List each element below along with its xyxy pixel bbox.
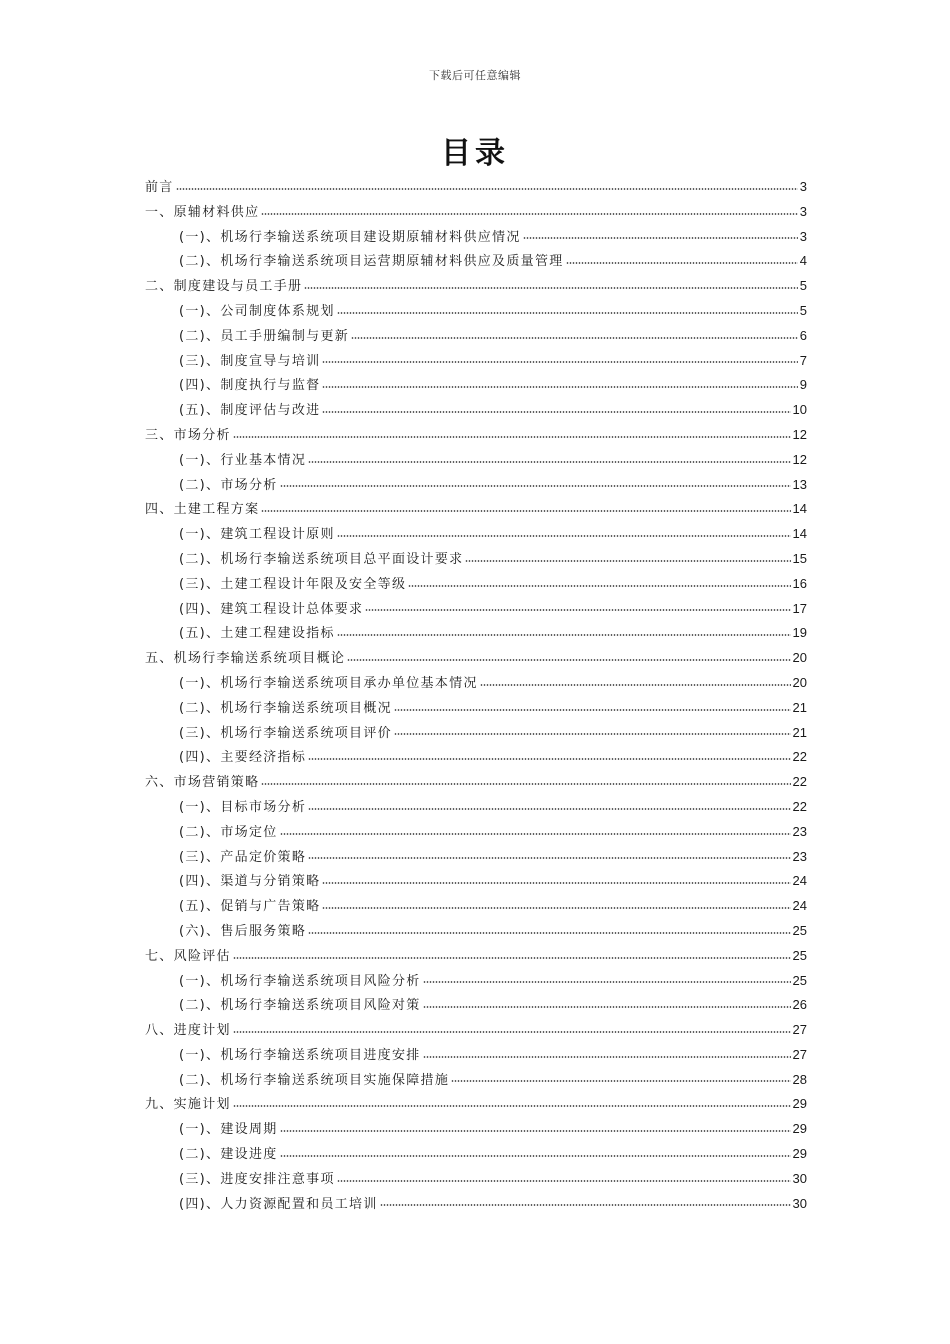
toc-entry[interactable]: [145, 919, 807, 944]
toc-entry-text: 四、土建工程方案: [145, 502, 260, 518]
toc-entry[interactable]: [145, 274, 807, 299]
toc-entry[interactable]: [145, 721, 807, 746]
toc-entry-text: (一)、公司制度体系规划: [179, 303, 335, 319]
toc-entry-text: (一)、机场行李输送系统项目建设期原辅材料供应情况: [179, 229, 521, 245]
toc-entry-page: 12: [792, 451, 807, 467]
toc-dot-leader: [308, 857, 790, 859]
toc-entry-text: (四)、建筑工程设计总体要求: [179, 601, 364, 617]
toc-entry-text: 一、原辅材料供应: [145, 204, 260, 220]
toc-dot-leader: [176, 188, 798, 190]
toc-entry-page: 29: [792, 1121, 807, 1137]
toc-entry-text: (三)、土建工程设计年限及安全等级: [179, 576, 407, 592]
toc-entry-page: 16: [792, 575, 807, 591]
toc-entry[interactable]: [145, 522, 807, 547]
toc-entry-text: 七、风险评估: [145, 948, 231, 964]
toc-entry-page: 10: [792, 402, 807, 418]
toc-dot-leader: [280, 833, 791, 835]
toc-entry[interactable]: [145, 944, 807, 969]
toc-entry-page: 24: [792, 873, 807, 889]
toc-entry-text: (一)、建设周期: [179, 1122, 278, 1138]
toc-entry-text: (二)、机场行李输送系统项目总平面设计要求: [179, 551, 464, 567]
toc-entry[interactable]: [145, 249, 807, 274]
toc-dot-leader: [365, 609, 790, 611]
toc-entry-page: 3: [799, 203, 807, 219]
toc-dot-leader: [465, 560, 790, 562]
toc-entry-text: (二)、机场行李输送系统项目实施保障措施: [179, 1072, 450, 1088]
toc-dot-leader: [233, 436, 791, 438]
toc-dot-leader: [394, 733, 791, 735]
toc-entry-text: (一)、目标市场分析: [179, 799, 307, 815]
toc-entry-text: (四)、人力资源配置和员工培训: [179, 1196, 378, 1212]
toc-entry-page: 27: [792, 1046, 807, 1062]
toc-entry-page: 29: [792, 1146, 807, 1162]
toc-entry[interactable]: [145, 175, 807, 200]
toc-entry-page: 25: [792, 972, 807, 988]
toc-entry[interactable]: [145, 349, 807, 374]
toc-dot-leader: [261, 510, 790, 512]
toc-entry-text: (二)、机场行李输送系统项目概况: [179, 700, 392, 716]
toc-dot-leader: [322, 361, 797, 363]
toc-dot-leader: [308, 932, 790, 934]
toc-entry-text: (一)、建筑工程设计原则: [179, 527, 335, 543]
toc-entry[interactable]: [145, 324, 807, 349]
toc-entry[interactable]: [145, 696, 807, 721]
toc-entry[interactable]: [145, 1117, 807, 1142]
toc-entry-text: (三)、进度安排注意事项: [179, 1171, 335, 1187]
toc-entry[interactable]: [145, 572, 807, 597]
toc-entry-text: (二)、员工手册编制与更新: [179, 328, 350, 344]
toc-entry-text: (四)、主要经济指标: [179, 750, 307, 766]
toc-entry[interactable]: [145, 646, 807, 671]
toc-list: [145, 175, 807, 1216]
toc-entry[interactable]: [145, 894, 807, 919]
toc-entry[interactable]: [145, 869, 807, 894]
toc-dot-leader: [394, 709, 791, 711]
toc-dot-leader: [337, 312, 798, 314]
toc-entry-text: (一)、机场行李输送系统项目承办单位基本情况: [179, 675, 478, 691]
toc-entry-text: (五)、土建工程建设指标: [179, 626, 335, 642]
toc-entry-page: 25: [792, 947, 807, 963]
toc-dot-leader: [308, 808, 790, 810]
toc-entry[interactable]: [145, 993, 807, 1018]
toc-dot-leader: [233, 957, 791, 959]
toc-entry[interactable]: [145, 1043, 807, 1068]
toc-dot-leader: [337, 634, 791, 636]
toc-dot-leader: [280, 1130, 791, 1132]
toc-dot-leader: [337, 535, 791, 537]
toc-entry[interactable]: [145, 497, 807, 522]
toc-entry[interactable]: [145, 1142, 807, 1167]
toc-entry-page: 23: [792, 848, 807, 864]
toc-entry[interactable]: [145, 621, 807, 646]
toc-dot-leader: [322, 882, 790, 884]
toc-entry-page: 21: [792, 699, 807, 715]
toc-entry[interactable]: [145, 1068, 807, 1093]
toc-entry[interactable]: [145, 1192, 807, 1217]
toc-entry-text: (三)、机场行李输送系统项目评价: [179, 725, 392, 741]
toc-entry[interactable]: [145, 745, 807, 770]
toc-entry-page: 4: [799, 253, 807, 269]
toc-dot-leader: [322, 411, 790, 413]
toc-entry-page: 29: [792, 1096, 807, 1112]
toc-dot-leader: [566, 262, 798, 264]
toc-dot-leader: [304, 287, 797, 289]
toc-dot-leader: [280, 1155, 791, 1157]
toc-dot-leader: [480, 684, 791, 686]
toc-dot-leader: [408, 585, 790, 587]
toc-entry-page: 15: [792, 550, 807, 566]
toc-entry[interactable]: [145, 1167, 807, 1192]
toc-entry-page: 22: [792, 798, 807, 814]
toc-entry-page: 5: [799, 278, 807, 294]
toc-entry-page: 3: [799, 228, 807, 244]
toc-entry-text: 三、市场分析: [145, 427, 231, 443]
toc-dot-leader: [261, 783, 790, 785]
toc-dot-leader: [380, 1204, 791, 1206]
toc-entry-page: 6: [799, 327, 807, 343]
toc-dot-leader: [322, 386, 797, 388]
toc-entry[interactable]: [145, 398, 807, 423]
toc-entry-page: 14: [792, 501, 807, 517]
toc-entry[interactable]: [145, 299, 807, 324]
toc-entry-text: (五)、促销与广告策略: [179, 899, 321, 915]
toc-entry-page: 13: [792, 476, 807, 492]
toc-dot-leader: [347, 659, 790, 661]
toc-dot-leader: [423, 981, 791, 983]
header-note: 下载后可任意编辑: [429, 69, 521, 82]
toc-entry-page: 12: [792, 426, 807, 442]
toc-dot-leader: [261, 213, 797, 215]
toc-entry-page: 7: [799, 352, 807, 368]
toc-entry[interactable]: [145, 671, 807, 696]
toc-entry-page: 26: [792, 997, 807, 1013]
toc-entry-text: 二、制度建设与员工手册: [145, 279, 303, 295]
toc-dot-leader: [308, 758, 790, 760]
toc-entry[interactable]: [145, 448, 807, 473]
toc-entry-page: 27: [792, 1022, 807, 1038]
toc-entry-page: 17: [792, 600, 807, 616]
toc-entry-page: 30: [792, 1170, 807, 1186]
toc-entry-page: 23: [792, 823, 807, 839]
toc-entry-text: (四)、制度执行与监督: [179, 378, 321, 394]
toc-dot-leader: [308, 461, 790, 463]
toc-entry-page: 22: [792, 774, 807, 790]
toc-entry-text: 前言: [145, 180, 174, 195]
toc-entry[interactable]: [145, 473, 807, 498]
toc-dot-leader: [451, 1080, 790, 1082]
toc-dot-leader: [322, 907, 790, 909]
toc-entry-text: (一)、机场行李输送系统项目风险分析: [179, 973, 421, 989]
toc-entry-text: (三)、产品定价策略: [179, 849, 307, 865]
toc-entry-page: 14: [792, 526, 807, 542]
toc-entry-text: 八、进度计划: [145, 1023, 231, 1039]
toc-entry-text: (二)、市场分析: [179, 477, 278, 493]
toc-entry-page: 30: [792, 1195, 807, 1211]
toc-entry[interactable]: [145, 1018, 807, 1043]
toc-entry[interactable]: [145, 1092, 807, 1117]
toc-entry-text: (四)、渠道与分销策略: [179, 874, 321, 890]
toc-dot-leader: [423, 1006, 791, 1008]
toc-dot-leader: [351, 337, 798, 339]
toc-entry-page: 28: [792, 1071, 807, 1087]
toc-entry-page: 24: [792, 898, 807, 914]
toc-entry[interactable]: [145, 225, 807, 250]
toc-entry[interactable]: [145, 969, 807, 994]
toc-entry-page: 19: [792, 625, 807, 641]
toc-dot-leader: [280, 485, 791, 487]
toc-entry-page: 22: [792, 749, 807, 765]
toc-entry[interactable]: [145, 597, 807, 622]
toc-entry-text: (二)、建设进度: [179, 1147, 278, 1163]
toc-dot-leader: [337, 1180, 791, 1182]
toc-entry-page: 21: [792, 724, 807, 740]
toc-entry[interactable]: [145, 795, 807, 820]
toc-entry-page: 5: [799, 302, 807, 318]
toc-entry[interactable]: [145, 373, 807, 398]
toc-entry[interactable]: [145, 547, 807, 572]
toc-entry-text: (五)、制度评估与改进: [179, 403, 321, 419]
toc-entry-text: (二)、市场定位: [179, 824, 278, 840]
toc-entry-text: (二)、机场行李输送系统项目运营期原辅材料供应及质量管理: [179, 254, 564, 270]
toc-entry-page: 20: [792, 650, 807, 666]
toc-dot-leader: [233, 1105, 791, 1107]
toc-entry-page: 9: [799, 377, 807, 393]
toc-entry-text: 九、实施计划: [145, 1097, 231, 1113]
toc-dot-leader: [233, 1031, 791, 1033]
toc-entry-text: (二)、机场行李输送系统项目风险对策: [179, 998, 421, 1014]
toc-entry-text: (一)、行业基本情况: [179, 452, 307, 468]
toc-entry[interactable]: [145, 423, 807, 448]
toc-entry-text: (六)、售后服务策略: [179, 923, 307, 939]
toc-entry-text: 五、机场行李输送系统项目概论: [145, 651, 346, 667]
toc-entry[interactable]: [145, 845, 807, 870]
toc-entry-page: 25: [792, 922, 807, 938]
toc-dot-leader: [423, 1056, 791, 1058]
toc-title: 目录: [441, 136, 509, 171]
toc-entry[interactable]: [145, 200, 807, 225]
toc-entry[interactable]: [145, 820, 807, 845]
toc-entry-page: 20: [792, 674, 807, 690]
toc-entry-page: 3: [799, 179, 807, 194]
toc-entry-text: 六、市场营销策略: [145, 775, 260, 791]
toc-entry[interactable]: [145, 770, 807, 795]
toc-entry-text: (一)、机场行李输送系统项目进度安排: [179, 1047, 421, 1063]
toc-dot-leader: [523, 237, 798, 239]
toc-entry-text: (三)、制度宣导与培训: [179, 353, 321, 369]
